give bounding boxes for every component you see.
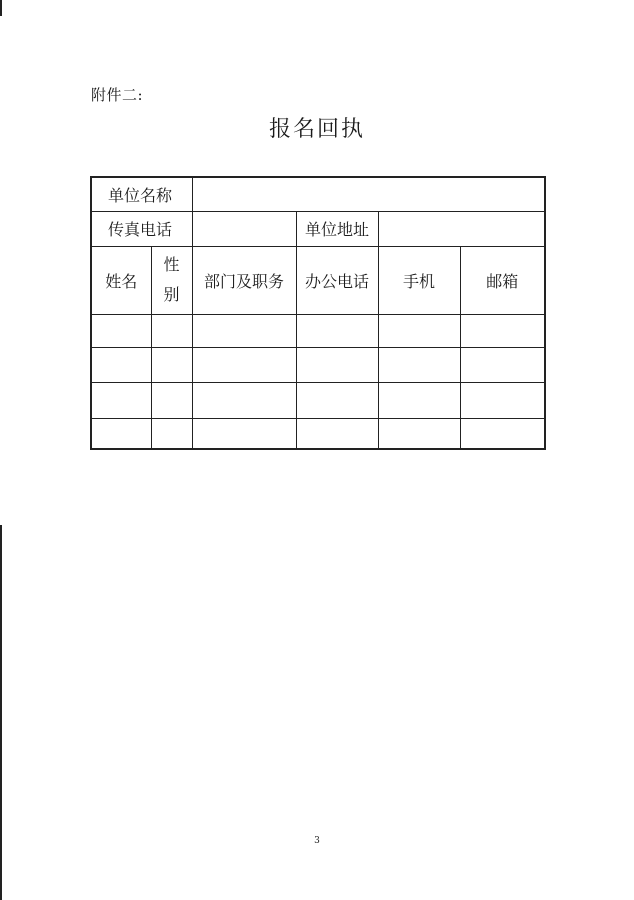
table-row (91, 347, 545, 382)
column-header-row (91, 246, 545, 314)
header-gender-bottom: 别 (163, 285, 180, 304)
mobile-cell[interactable] (378, 418, 460, 449)
email-cell[interactable] (460, 382, 545, 418)
header-dept-position: 部门及职务 (192, 246, 296, 314)
table-row (91, 382, 545, 418)
dept-position-cell[interactable] (192, 347, 296, 382)
scan-edge-mark-top (0, 0, 2, 16)
dept-position-cell[interactable] (192, 382, 296, 418)
email-cell[interactable] (460, 347, 545, 382)
name-cell[interactable] (91, 418, 151, 449)
email-cell[interactable] (460, 314, 545, 347)
page-number: 3 (314, 836, 320, 846)
office-phone-cell[interactable] (296, 382, 378, 418)
fax-field[interactable] (192, 211, 296, 246)
gender-cell[interactable] (151, 382, 192, 418)
mobile-cell[interactable] (378, 347, 460, 382)
address-field[interactable] (378, 211, 545, 246)
fax-label: 传真电话 (91, 211, 192, 246)
attachment-label: 附件二: (91, 86, 144, 104)
header-email: 邮箱 (460, 246, 545, 314)
office-phone-cell[interactable] (296, 347, 378, 382)
mobile-cell[interactable] (378, 314, 460, 347)
gender-cell[interactable] (151, 347, 192, 382)
name-cell[interactable] (91, 314, 151, 347)
gender-cell[interactable] (151, 418, 192, 449)
unit-name-field[interactable] (192, 177, 545, 211)
office-phone-cell[interactable] (296, 418, 378, 449)
document-title: 报名回执 (268, 117, 365, 142)
name-cell[interactable] (91, 382, 151, 418)
table-row (91, 418, 545, 449)
name-cell[interactable] (91, 347, 151, 382)
dept-position-cell[interactable] (192, 314, 296, 347)
registration-form-table (90, 176, 546, 450)
header-name: 姓名 (91, 246, 151, 314)
header-office-phone: 办公电话 (296, 246, 378, 314)
header-mobile: 手机 (378, 246, 460, 314)
mobile-cell[interactable] (378, 382, 460, 418)
email-cell[interactable] (460, 418, 545, 449)
unit-name-row (91, 177, 545, 211)
unit-name-label: 单位名称 (91, 177, 192, 211)
address-label: 单位地址 (296, 211, 378, 246)
table-row (91, 314, 545, 347)
header-gender (151, 246, 192, 314)
dept-position-cell[interactable] (192, 418, 296, 449)
office-phone-cell[interactable] (296, 314, 378, 347)
gender-cell[interactable] (151, 314, 192, 347)
fax-address-row (91, 211, 545, 246)
header-gender-top: 性 (163, 255, 180, 274)
